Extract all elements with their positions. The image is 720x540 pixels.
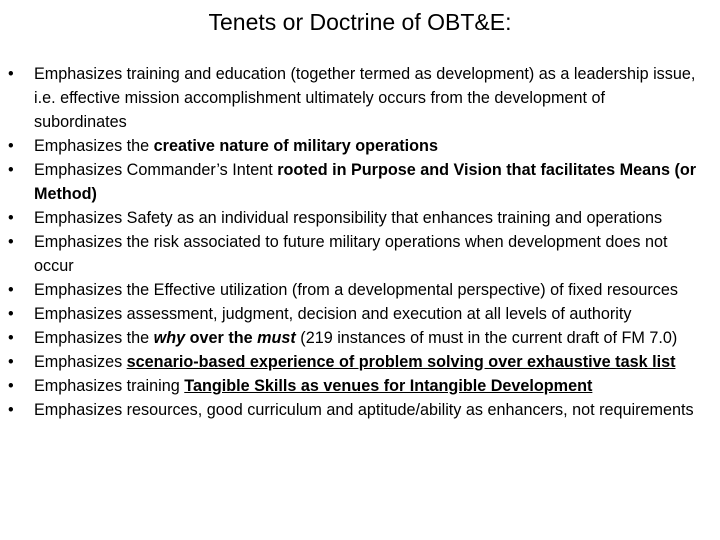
bullet-text-bold: creative nature of military operations (153, 137, 438, 155)
bullet-dot-icon: • (8, 209, 14, 227)
bullet-item (0, 158, 700, 206)
bullet-text: Emphasizes Safety as an individual responsibility that enhances training and operations (34, 209, 663, 227)
bullet-text-bold: over the (185, 329, 258, 347)
bullet-text: (219 instances of must in the current draft of FM 7.0) (295, 329, 678, 347)
bullet-text: Emphasizes training (34, 377, 185, 395)
bullet-item (0, 134, 700, 158)
bullet-text: Emphasizes assessment, judgment, decision and execution at all levels of authority (34, 305, 632, 323)
bullet-item (0, 302, 700, 326)
bullet-item (0, 278, 700, 302)
bullet-item (0, 374, 700, 398)
bullet-item (0, 326, 700, 350)
bullet-text: Emphasizes the risk associated to future military operations when development does not occur (34, 233, 668, 275)
bullet-text-bold-italic: why (153, 329, 186, 347)
bullet-dot-icon: • (8, 281, 14, 299)
bullet-dot-icon: • (8, 401, 14, 419)
bullet-dot-icon: • (8, 377, 14, 395)
bullet-item (0, 62, 700, 134)
bullet-text-bold: rooted in Purpose and Vision that facilitates Means (or Method) (34, 161, 697, 203)
bullet-dot-icon: • (8, 353, 14, 371)
bullet-text: Emphasizes the Effective utilization (from a developmental perspective) of fixed resources (34, 281, 678, 299)
bullet-text: Emphasizes Commander’s Intent (34, 161, 278, 179)
bullet-text: Emphasizes resources, good curriculum and aptitude/ability as enhancers, not requirements (34, 401, 694, 419)
bullet-text: Emphasizes the (34, 329, 154, 347)
bullet-dot-icon: • (8, 305, 14, 323)
bullet-text: Emphasizes (34, 353, 127, 371)
bullet-text-underlined: Tangible Skills as venues for Intangible Development (184, 377, 593, 395)
bullet-dot-icon: • (8, 329, 14, 347)
bullet-list (0, 62, 700, 422)
bullet-text: Emphasizes training and education (together termed as development) as a leadership issue, i.e. effective mission accomplishment ultimately occurs from the development of subordinates (34, 65, 696, 131)
bullet-dot-icon: • (8, 65, 14, 83)
bullet-item (0, 230, 700, 278)
bullet-text-bold-italic: must (257, 329, 296, 347)
bullet-item (0, 206, 700, 230)
bullet-text: Emphasizes the (34, 137, 154, 155)
bullet-item (0, 398, 700, 422)
slide-title: Tenets or Doctrine of OBT&E: (208, 9, 512, 35)
bullet-dot-icon: • (8, 233, 14, 251)
bullet-dot-icon: • (8, 161, 14, 179)
bullet-item (0, 350, 700, 374)
bullet-text-underlined: scenario-based experience of problem solving over exhaustive task list (126, 353, 676, 371)
bullet-dot-icon: • (8, 137, 14, 155)
